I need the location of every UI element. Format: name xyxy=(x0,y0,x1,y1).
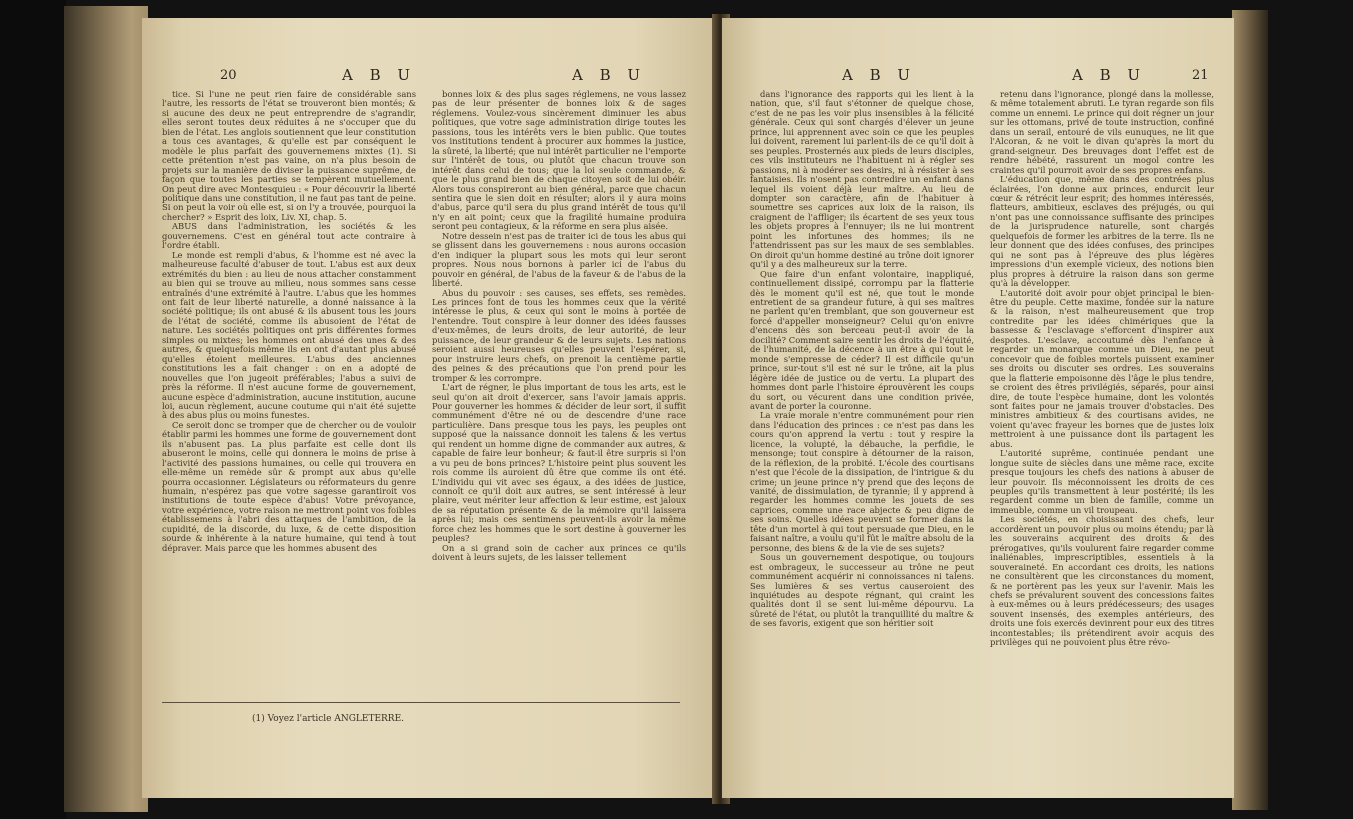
paragraph: dans l'ignorance des rapports qui les lient à la nation, que, s'il faut s'étonner de quelque chose, c'est de ne pas les voir plus insensibles à la félicité générale. Ceux qui sont chargés d'élever un jeune prince, lui apprennent avec soin ce que les peuples lui doivent, rarement lui parlent-ils de ce qu'il doit à ses peuples. Prosternés aux pieds de leurs disciples, ces vils instituteurs ne l'habituent ni à régler ses passions, ni à modérer ses desirs, ni à résister à ses fantaisies. Ils n'osent pas contredire un enfant dans lequel ils voient déjà leur maître. Au lieu de dompter son caractère, afin de l'habituer à soumettre ses caprices aux loix de la raison, ils craignent de l'affliger; ils écartent de ses yeux tous les objets propres à l'ennuyer; ils ne lui montrent point les infortunes des hommes; ils ne l'attendrissent pas sur les maux de ses semblables. On diroit qu'un homme destiné au trône doit ignorer qu'il y a des malheureux sur la terre. xyxy=(750,90,974,270)
paragraph: Les sociétés, en choisissant des chefs, leur accordèrent un pouvoir plus ou moins étendu; par là les souverains acquirent des droits & des prérogatives, qu'ils voulurent faire regarder comme inaliénables, imprescriptibles, essentiels à la souveraineté. En accordant ces droits, les nations ne consultèrent que les circonstances du moment, & ne portèrent pas les yeux sur l'avenir. Mais les chefs se prévalurent souvent des concessions faites à eux-mêmes ou à leurs prédécesseurs; des usages souvent insensés, des exemples antérieurs, des droits une fois exercés devinrent pour eux des titres incontestables; ils prétendirent avoir acquis des privilèges qui ne pouvoient plus être révo- xyxy=(990,514,1214,648)
left-page xyxy=(142,18,720,798)
text-column-1 xyxy=(162,90,416,696)
paragraph: L'autorité doit avoir pour objet principal le bien-être du peuple. Cette maxime, fondée sur la nature & la raison, n'est malheureusement que trop contredite par les idées chimériques que la bassesse & l'esclavage s'efforcent d'inspirer aux despotes. L'esclave, accoutumé dès l'enfance à regarder un monarque comme un Dieu, ne peut concevoir que de foibles mortels puissent examiner ses droits ou discuter ses ordres. Les souverains que la flatterie empoisonne dès l'âge le plus tendre, se croient des êtres privilégiés, séparés, pour ainsi dire, de toute l'espèce humaine, dont les volontés sont faites pour ne jamais trouver d'obstacles. Des ministres ambitieux & des courtisans avides, ne voient qu'avec frayeur les bornes que de justes loix mettroient à une puissance dont ils partagent les abus. xyxy=(990,287,1214,449)
paragraph: Sous un gouvernement despotique, ou toujours est ombrageux, le successeur au trône ne peut communément acquérir ni connoissances ni talens. Ses lumières & ses vertus causeroient des inquiétudes au despote régnant, qui craint les qualités dont il se sent lui-même dépourvu. La sûreté de l'état, ou plutôt la tranquillité du maître & de ses favoris, exigent que son héritier soit xyxy=(750,552,974,629)
running-head-second: A B U xyxy=(1072,66,1147,84)
background-shadow xyxy=(0,0,66,819)
paragraph: La vraie morale n'entre communément pour rien dans l'éducation des princes : ce n'est pas dans les cours qu'on apprend la vertu : tout y respire la licence, la volupté, la débauche, la perfidie, le mensonge; tout conspire à détourner de la raison, de la réflexion, de la probité. L'école des courtisans n'est que l'école de la dissipation, de l'intrigue & du crime; un jeune prince n'y prend que des leçons de vanité, de dissimulation, de tyrannie; il y apprend à regarder les hommes comme les jouets de ses caprices, comme une race abjecte & peu digne de ses soins. Quelles idées peuvent se former dans la tête d'un mortel à qui tout persuade que Dieu, en le faisant naître, a voulu qu'il fût le maître absolu de la personne, des biens & de la vie de ses sujets? xyxy=(750,410,974,553)
paragraph: Que faire d'un enfant volontaire, inappliqué, continuellement dissipé, corrompu par la flatterie dès le moment qu'il est né, que tout le monde entretient de sa grandeur future, à qui ses maîtres ne parlent qu'en tremblant, que son gouverneur est forcé d'appeller monseigneur? Celui qu'on enivre d'encens dès son berceau peut-il avoir de la docilité? Comment saire sentir les droits de l'équité, de l'humanité, de la décence à un être à qui tout le monde s'empresse de céder? Il est difficile qu'un prince, sur-tout s'il est né sur le trône, ait la plus légère idée de justice ou de vertu. La plupart des hommes dont parle l'histoire éprouvèrent les coups du sort, ou vécurent dans une condition privée, avant de porter la couronne. xyxy=(750,268,974,411)
right-page xyxy=(722,18,1234,798)
paragraph: Abus du pouvoir : ses causes, ses effets, ses remèdes. Les princes font de tous les hommes ceux que la vérité intéresse le plus, & ceux qui sont le moins à portée de l'entendre. Tout conspire à leur donner des idées fausses d'eux-mêmes, de leurs droits, de leur autorité, de leur puissance, de leur grandeur & de leurs sujets. Les nations seroient aussi heureuses qu'elles peuvent l'espérer, si, pour instruire leurs chefs, on prenoit la centième partie des peines & des précautions que l'on prend pour les tromper & les corrompre. xyxy=(432,287,686,383)
text-column-2 xyxy=(432,90,686,696)
paragraph: L'autorité suprême, continuée pendant une longue suite de siècles dans une même race, excite presque toujours les chefs des nations à abuser de leur pouvoir. Ils méconnoissent les droits de ces peuples qu'ils transmettent à leur postérité; ils les regardent comme un bien de famille, comme un immeuble, comme un vil troupeau. xyxy=(990,448,1214,515)
text-column-1 xyxy=(750,90,974,756)
paragraph: L'éducation que, même dans des contrées plus éclairées, l'on donne aux princes, endurcit leur cœur & rétrécit leur esprit; des hommes intéressés, flatteurs, ambitieux, esclaves des préjugés, ou qui n'ont pas une connoissance suffisante des principes de la jurisprudence naturelle, sont chargés quelquefois de former les arbitres de la terre. Ils ne leur donnent que des idées confuses, des principes qui ne sont pas à l'épreuve des plus légères impressions d'un exemple vicieux, des notions bien plus propres à détruire la raison dans son germe qu'à la développer. xyxy=(990,174,1214,289)
page-number: 20 xyxy=(220,68,237,83)
paragraph: Notre dessein n'est pas de traiter ici de tous les abus qui se glissent dans les gouvernemens : nous aurons occasion d'en indiquer la plupart sous les mots qui leur seront propres. Nous nous bornons à parler ici de l'abus du pouvoir en général, de l'abus de la faveur & de l'abus de la liberté. xyxy=(432,230,686,289)
right-binding-edge xyxy=(1232,10,1268,810)
paragraph: tice. Si l'une ne peut rien faire de considérable sans l'autre, les ressorts de l'état se trouveront bien montés; & si aucune des deux ne peut entreprendre de s'agrandir, elles seront toutes deux réduites à ne s'occuper que du bien de l'état. Les anglois soutiennent que leur constitution a tous ces avantages, & qu'elle est par conséquent le modèle le plus parfait des gouvernemens mixtes (1). Si cette prétention n'est pas vaine, on n'a plus besoin de projets sur la manière de diviser la puissance suprême, de façon que toutes les parties se tempèrent mutuellement. On peut dire avec Montesquieu : « Pour découvrir la liberté politique dans une constitution, il ne faut pas tant de peine. Si on peut la voir où elle est, si on l'y a trouvée, pourquoi la chercher? » Esprit des loix, Liv. XI, chap. 5. xyxy=(162,90,416,222)
paragraph: bonnes loix & des plus sages réglemens, ne vous lassez pas de leur présenter de bonnes loix & de sages réglemens. Voulez-vous sincèrement diminuer les abus politiques, que votre sage administration dirige toutes les passions, tous les intérêts vers le bien public. Que toutes vos institutions tendent à procurer aux hommes la justice, la sûreté, la liberté; que nul intérêt particulier ne l'emporte sur l'intérêt de tous, ou plutôt que chacun trouve son intérêt dans celui de tous; que la loi seule commande, & que le plus grand bien de chaque citoyen soit de lui obéir. Alors tous conspireront au bien général, parce que chacun sentira que le sien doit en résulter; alors il y aura moins d'abus, parce qu'il sera du plus grand intérêt de tous qu'il n'y en ait point; ceux que la fragilité humaine produira seront peu contagieux, & la réforme en sera plus aisée. xyxy=(432,90,686,232)
running-head: A B U xyxy=(842,66,917,84)
running-head: A B U xyxy=(342,66,417,84)
footnote: (1) Voyez l'article ANGLETERRE. xyxy=(252,714,405,724)
paragraph: Ce seroit donc se tromper que de chercher ou de vouloir établir parmi les hommes une forme de gouvernement dont ils n'abusent pas. La plus parfaite est celle dont ils abuseront le moins, celle qui donnera le moins de prise à l'activité des passions humaines, ou celle qui trouvera en elle-même un remède sûr & prompt aux abus qu'elle pourra occasionner. Législateurs ou réformateurs du genre humain, n'espérez pas que votre sagesse garantiroit vos institutions de toute espèce d'abus! Votre prévoyance, votre expérience, votre raison ne mettront point vos foibles établissemens à l'abri des attaques de l'ambition, de la cupidité, de la discorde, du luxe, & de cette disposition sourde & inhérente à la nature humaine, qui tend à tout dépraver. Mais parce que les hommes abusent des xyxy=(162,419,416,553)
left-binding-edge xyxy=(64,6,148,812)
paragraph: ABUS dans l'administration, les sociétés & les gouvernemens. C'est en général tout acte contraire à l'ordre établi. xyxy=(162,221,416,251)
paragraph: retenu dans l'ignorance, plongé dans la mollesse, & même totalement abruti. Le tyran regarde son fils comme un ennemi. Le prince qui doit régner un jour sur les ottomans, privé de toute instruction, confiné dans un serail, entouré de vils eunuques, ne lit que l'Alcoran, & ne voit le divan qu'après la mort du grand-seigneur. Des breuvages dont l'effet est de rendre hébété, rassurent un mogol contre les craintes qu'il pourroit avoir de ses propres enfans. xyxy=(990,90,1214,175)
running-head-second: A B U xyxy=(572,66,647,84)
paragraph: On a si grand soin de cacher aux princes ce qu'ils doivent à leurs sujets, de les laisser tellement xyxy=(432,542,686,563)
paragraph: Le monde est rempli d'abus, & l'homme est né avec la malheureuse faculté d'abuser de tout. L'abus est aux deux extrémités du bien : au lieu de nous attacher constamment au bien qui se trouve au milieu, nous sommes sans cesse entraînés d'une extrémité à l'autre. L'abus que les hommes ont fait de leur liberté naturelle, a donné naissance à la société politique; ils ont abusé & ils abusent tous les jours de l'état de société, comme ils abusoient de l'état de nature. Les sociétés politiques ont pris différentes formes simples ou mixtes; les hommes ont abusé des unes & des autres, & quelquefois même ils en ont d'autant plus abusé qu'elles étoient meilleures. L'abus des anciennes constitutions les a fait changer : on en a adopté de nouvelles que l'on jugeoit préférables; l'abus a suivi de près la réforme. Il n'est aucune forme de gouvernement, aucune espèce d'administration, aucune institution, aucune loi, aucun règlement, aucune coutume qui n'ait été sujette à des abus plus ou moins funestes. xyxy=(162,249,416,421)
text-column-2 xyxy=(990,90,1214,756)
footnote-rule xyxy=(162,702,680,703)
text-columns xyxy=(162,90,686,696)
text-columns xyxy=(750,90,1214,756)
paragraph: L'art de régner, le plus important de tous les arts, est le seul qu'on ait droit d'exercer, sans l'avoir jamais appris. Pour gouverner les hommes & décider de leur sort, il suffit communément d'être né ou de descendre d'une race particulière. Dans presque tous les pays, les peuples ont supposé que la naissance donnoit les talens & les vertus qui rendent un homme digne de commander aux autres, & capable de faire leur bonheur; & faut-il être surpris si l'on a vu peu de bons princes? L'histoire peint plus souvent les rois comme ils auroient dû être que comme ils ont été. L'individu qui vit avec ses égaux, a des idées de justice, connoît ce qu'il doit aux autres, se sent intéressé à leur plaire, veut mériter leur affection & leur estime, est jaloux de sa réputation présente & de la mémoire qu'il laissera après lui; mais ces sentimens peuvent-ils avoir la même force chez les hommes que le sort destine à gouverner les peuples? xyxy=(432,382,686,544)
page-number: 21 xyxy=(1192,68,1209,83)
